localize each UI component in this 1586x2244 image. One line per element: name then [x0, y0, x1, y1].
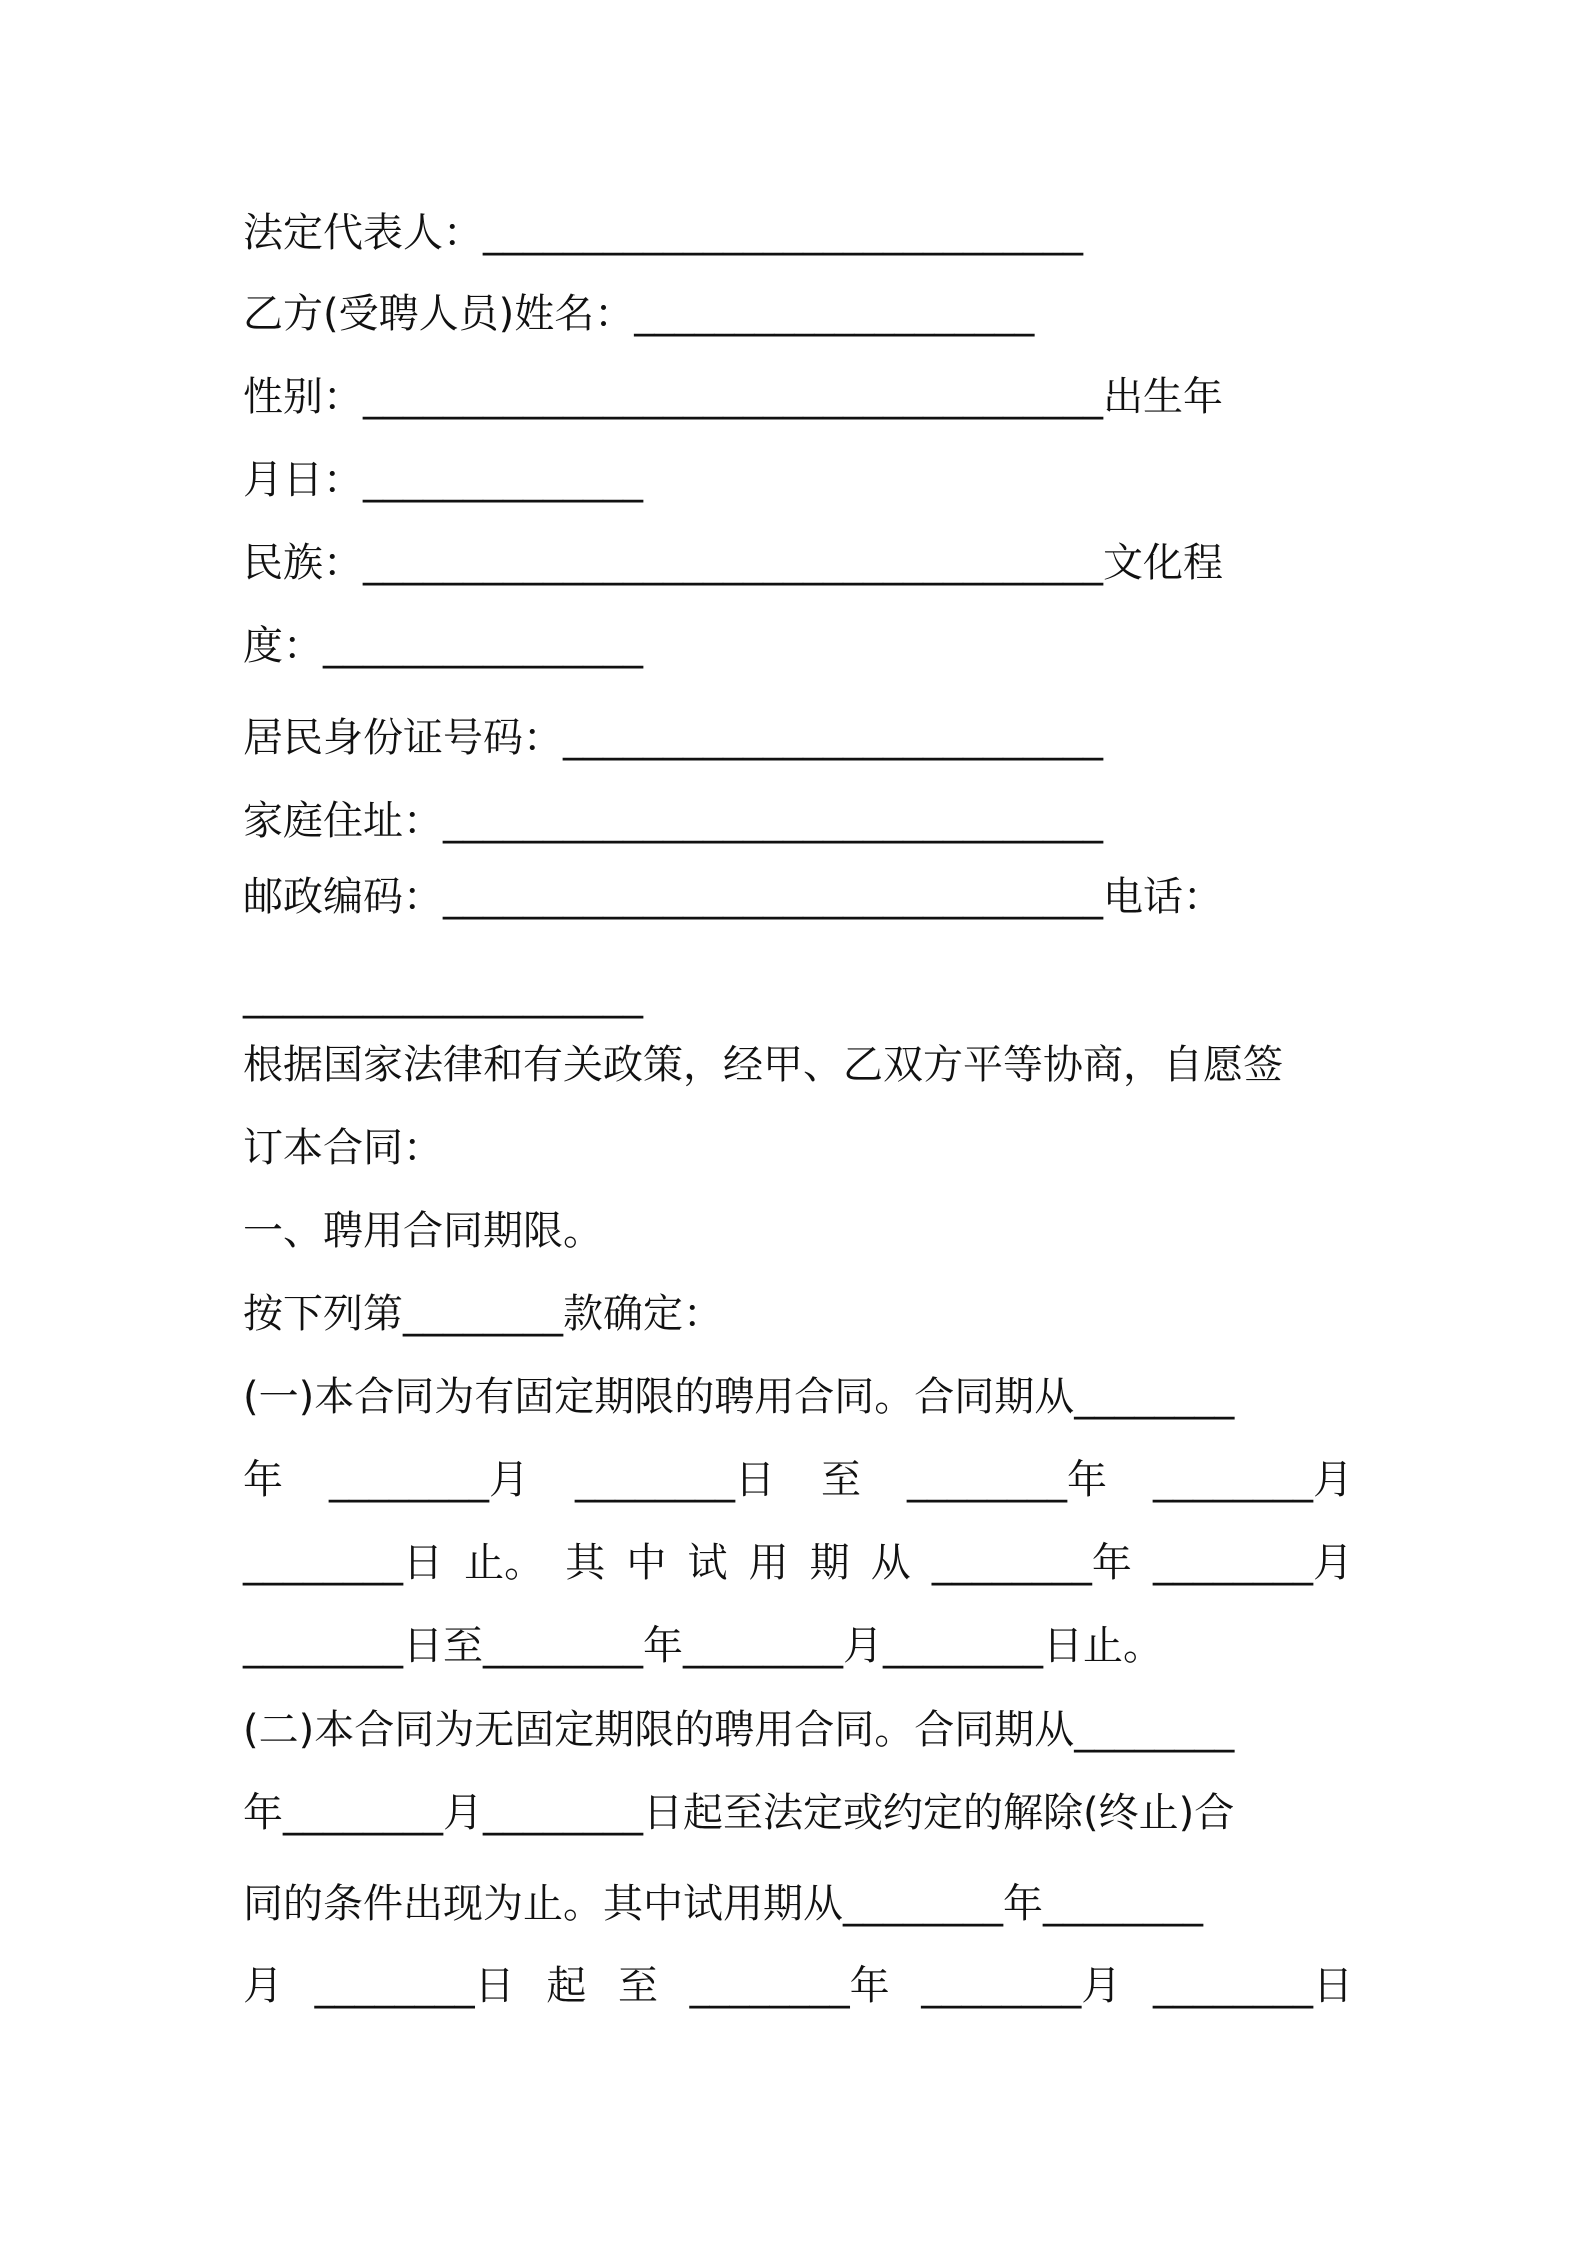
education-line: 度：________________: [243, 623, 643, 669]
party-b-name-line: 乙方(受聘人员)姓名：____________________: [243, 291, 1035, 337]
legal-representative-line: 法定代表人：______________________________: [243, 210, 1083, 256]
seg: 期: [809, 1540, 850, 1586]
open-term-line-4: [243, 1963, 1353, 2009]
seg: 从: [870, 1540, 911, 1586]
preamble-line-1: 根据国家法律和有关政策，经甲、乙双方平等协商，自愿签: [243, 1042, 1283, 1088]
seg: 年: [243, 1457, 283, 1503]
seg: 止。: [464, 1540, 545, 1586]
fixed-term-line-3: [243, 1540, 1353, 1586]
seg: 起: [546, 1963, 587, 2009]
open-term-line-3: 同的条件出现为止。其中试用期从________年________: [243, 1881, 1203, 1927]
seg: ________年: [689, 1963, 890, 2009]
preamble-line-2: 订本合同：: [243, 1125, 443, 1171]
seg: 用: [748, 1540, 789, 1586]
seg: ________日: [575, 1457, 775, 1503]
seg: ________月: [1152, 1540, 1353, 1586]
seg: ________年: [907, 1457, 1107, 1503]
fixed-term-line-1: (一)本合同为有固定期限的聘用合同。合同期从________: [243, 1374, 1235, 1420]
seg: 试: [687, 1540, 728, 1586]
seg: 月: [243, 1963, 283, 2009]
seg: ________月: [1153, 1457, 1353, 1503]
seg: ________年: [931, 1540, 1132, 1586]
fixed-term-line-4: ________日至________年________月________日止。: [243, 1623, 1163, 1669]
fixed-term-line-2: [243, 1457, 1353, 1503]
gender-line: 性别：_____________________________________出生年: [243, 374, 1223, 420]
section-1-heading: 一、聘用合同期限。: [243, 1208, 603, 1254]
birth-date-line: 月日：______________: [243, 457, 643, 503]
open-term-line-2: 年________月________日起至法定或约定的解除(终止)合: [243, 1790, 1235, 1836]
seg: ________日: [314, 1963, 515, 2009]
open-term-line-1: (二)本合同为无固定期限的聘用合同。合同期从________: [243, 1707, 1235, 1753]
postal-code-phone-line: 邮政编码：_________________________________电话：: [243, 874, 1223, 920]
seg: 至: [617, 1963, 658, 2009]
clause-choice-line: 按下列第________款确定：: [243, 1291, 723, 1337]
ethnicity-line: 民族：_____________________________________文化程: [243, 540, 1223, 586]
seg: 中: [626, 1540, 667, 1586]
id-number-line: 居民身份证号码：___________________________: [243, 715, 1103, 761]
home-address-line: 家庭住址：_________________________________: [243, 798, 1103, 844]
phone-blank-line: ____________________: [243, 973, 643, 1019]
seg: 其: [565, 1540, 606, 1586]
seg: ________日: [1152, 1963, 1353, 2009]
seg: ________月: [329, 1457, 529, 1503]
seg: ________月: [921, 1963, 1122, 2009]
seg: ________日: [243, 1540, 443, 1586]
seg: 至: [821, 1457, 861, 1503]
